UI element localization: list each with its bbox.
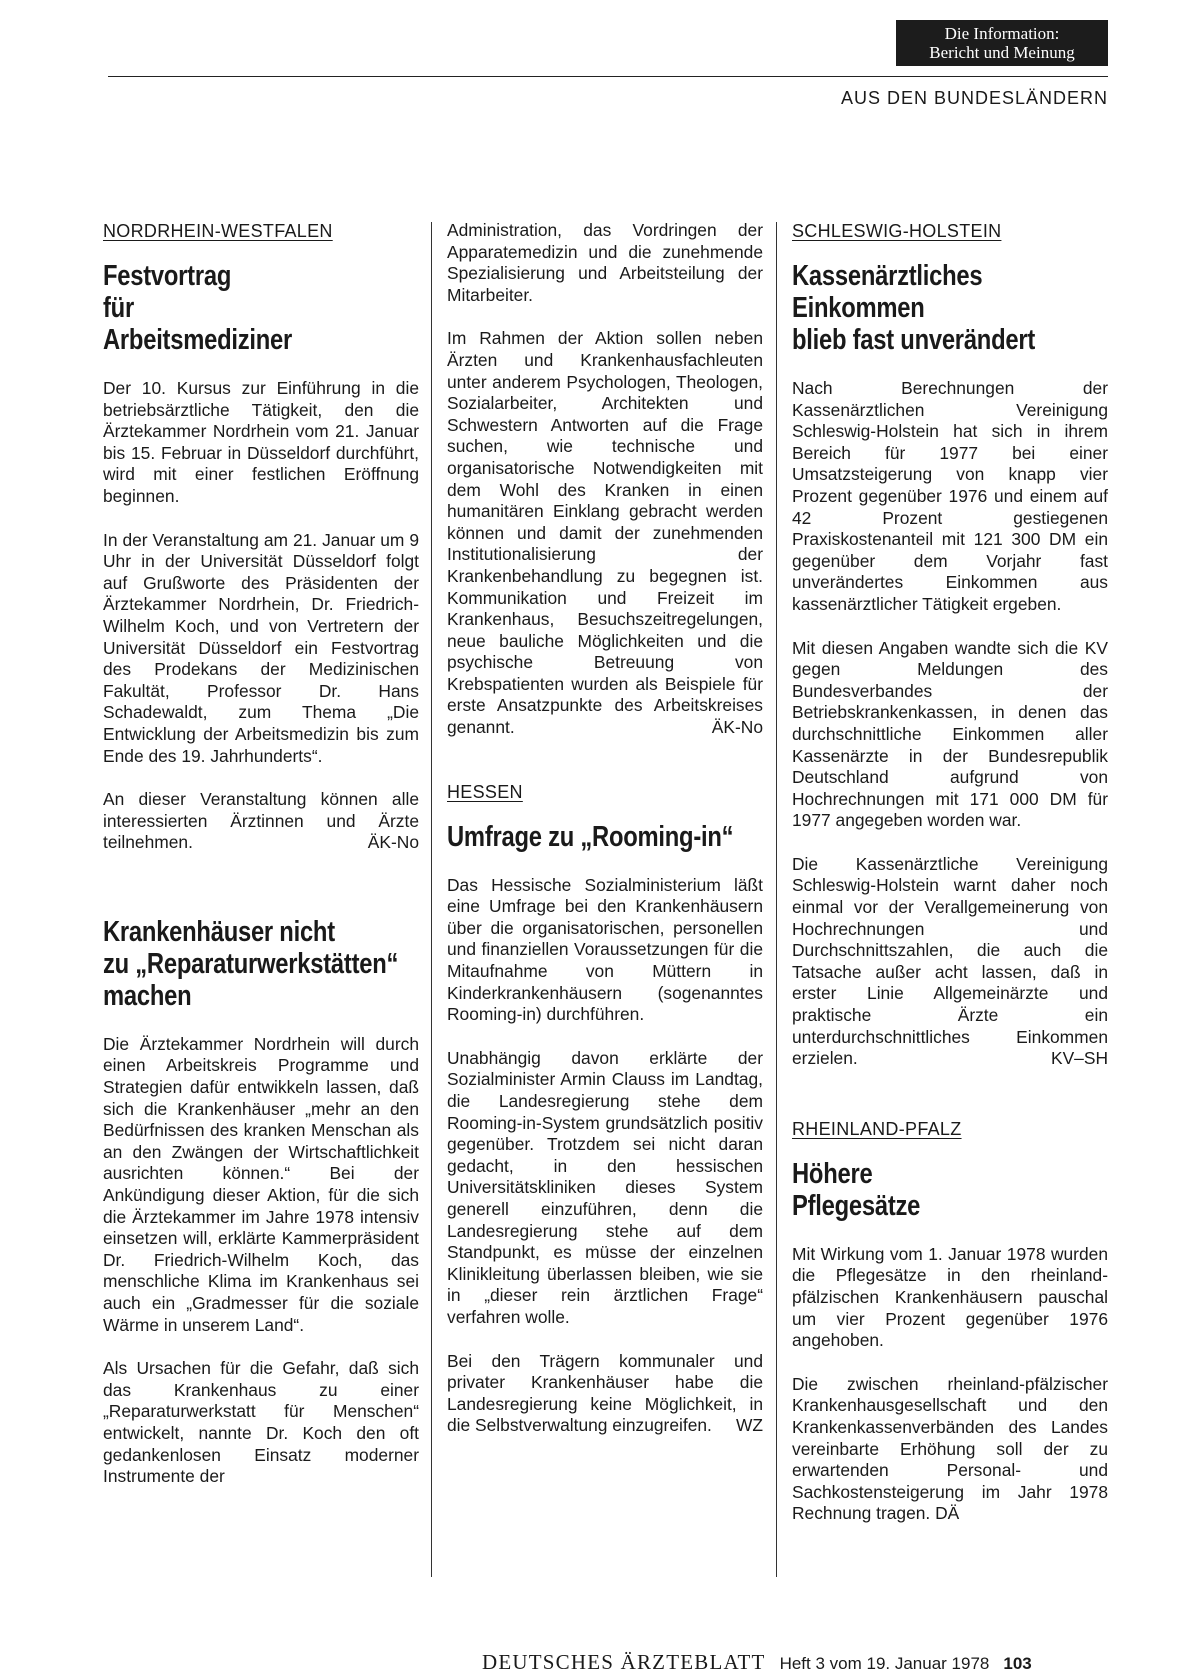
article-paragraph xyxy=(103,789,419,854)
article-nrw-festvortrag xyxy=(103,220,419,854)
article-paragraph xyxy=(792,854,1108,1070)
section-title: AUS DEN BUNDESLÄNDERN xyxy=(840,88,1108,108)
article-headline xyxy=(792,1158,1108,1222)
headline-line: zu „Reparaturwerkstätten“ xyxy=(103,947,399,980)
region-kicker: NORDRHEIN-WESTFALEN xyxy=(103,221,333,241)
headline-line: Kassenärztliches xyxy=(792,260,983,292)
article-paragraph: Nach Berechnungen der Kassenärztlichen Vereinigung Schleswig-Holstein hat sich in ihrem Bereich für 1977 bei einer Umsatzsteigerung von knapp vier Prozent gegenüber 1976 und einem auf 42 Prozent gestiegenen Praxiskostenanteil mit 121 300 DM ein gegenüber dem Vorjahr fast unverändertes Einkommen aus kassenärztlicher Tätigkeit ergeben. xyxy=(792,378,1108,614)
headline-line: Krankenhäuser nicht xyxy=(103,915,335,948)
headline-line: machen xyxy=(103,979,192,1012)
article-headline xyxy=(792,260,1108,356)
article-paragraph: Mit diesen Angaben wandte sich die KV gegen Meldungen des Bundesverbandes der Betriebskrankenkassen, in denen das durchschnittliche Einkommen aller Kassenärzte in der Bundesrepublik Deutschland aufgrund von Hochrechnungen mit 171 000 DM für 1977 angegeben worden war. xyxy=(792,637,1108,831)
article-krankenhaeuser xyxy=(103,916,419,1488)
headline-line: Umfrage zu „Rooming-in“ xyxy=(447,820,734,853)
article-paragraph: In der Veranstaltung am 21. Januar um 9 Uhr in der Universität Düsseldorf folgt auf Grußworte des Präsidenten der Ärztekammer Nordrhein, Dr. Friedrich-Wilhelm Koch, und von Vertretern der Universität Düsseldorf ein Festvortrag des Prodekans der Medizinischen Fakultät, Professor Dr. Hans Schadewaldt, zum Thema „Die Entwicklung der Arbeitsmedizin bis zum Ende des 19. Jahrhunderts“. xyxy=(103,529,419,766)
author-signature: KV–SH xyxy=(1050,1048,1108,1069)
region-kicker: RHEINLAND-PFALZ xyxy=(792,1118,962,1139)
article-krankenhaeuser-continued xyxy=(447,220,763,739)
headline-line: Einkommen xyxy=(792,292,925,324)
headline-line: Höhere xyxy=(792,1157,873,1190)
paragraph-text: An dieser Veranstaltung können alle interessierten Ärztinnen und Ärzte teilnehmen. xyxy=(103,789,419,853)
column-divider-1 xyxy=(431,222,432,1577)
article-paragraph: Als Ursachen für die Gefahr, daß sich das Krankenhaus zu einer „Reparaturwerkstatt für Menschen“ entwickelt, nannte Dr. Koch den oft gedankenlosen Einsatz moderner Instrumente der xyxy=(103,1358,419,1487)
headline-line: Pflegesätze xyxy=(792,1189,921,1222)
paragraph-text: Die zwischen rheinland-pfälzischer Krankenhausgesellschaft und den Krankenkassenverbänden des Landes vereinbarte Erhöhung soll der zu erwartenden Personal- und Sachkostensteigerung im Jahr 1978 Rechnung tragen. xyxy=(792,1373,1108,1524)
author-signature: ÄK-No xyxy=(711,717,763,738)
issue-info: Heft 3 vom 19. Januar 1978 xyxy=(779,1654,990,1673)
article-paragraph: Unabhängig davon erklärte der Sozialminister Armin Clauss im Landtag, die Landesregierung stehe dem Rooming-in-System grundsätzlich positiv gegenüber. Trotzdem sei nicht daran gedacht, in den hessischen Universitätskliniken dieses System generell einzuführen, denn die Landesregierung stehe auf dem Standpunkt, es müsse der einzelnen Klinikleitung überlassen bleiben, wie sie in „dieser rein ärztlichen Frage“ verfahren wolle. xyxy=(447,1047,763,1327)
article-sh-einkommen xyxy=(792,220,1108,1070)
article-paragraph: Administration, das Vordringen der Apparatemedizin und die zunehmende Spezialisierung und Arbeitsteilung der Mitarbeiter. xyxy=(447,220,763,305)
header-rule xyxy=(108,76,1108,77)
paragraph-text: Im Rahmen der Aktion sollen neben Ärzten und Krankenhausfachleuten unter anderem Psychologen, Theologen, Sozialarbeiter, Architekten und Schwestern Antworten auf die Frage suchen, wie technische und organisatorische Notwendigkeiten mit dem Wohl des Kranken in einen humanitären Einklang gebracht werden können und damit der zunehmenden Institutionalisierung der Krankenbehandlung zu begegnen ist. Kommunikation und Freizeit im Krankenhaus, Besuchszeitregelungen, neue bauliche Möglichkeiten und die psychische Betreuung von Krebspatienten wurden als Beispiele für erste Ansatzpunkte des Arbeitskreises genannt. xyxy=(447,328,763,738)
article-paragraph xyxy=(447,1351,763,1437)
article-paragraph: Mit Wirkung vom 1. Januar 1978 wurden die Pflegesätze in den rheinland-pfälzischen Krankenhäusern pauschal um vier Prozent gegenüber 1976 angehoben. xyxy=(792,1243,1108,1351)
headline-line: für xyxy=(103,292,134,324)
page-number: 103 xyxy=(1003,1654,1032,1673)
region-kicker: HESSEN xyxy=(447,781,523,802)
author-signature: DÄ xyxy=(935,1503,960,1524)
headline-line: Festvortrag xyxy=(103,260,232,292)
headline-line: blieb fast unverändert xyxy=(792,324,1036,356)
journal-name: DEUTSCHES ÄRZTEBLATT xyxy=(482,1650,766,1674)
column-1 xyxy=(103,220,419,1580)
page-footer xyxy=(482,1650,1108,1675)
article-paragraph xyxy=(447,328,763,738)
article-hessen-rooming-in xyxy=(447,781,763,1437)
paragraph-text: Die Kassenärztliche Vereinigung Schleswig-Holstein warnt daher noch einmal vor der Verallgemeinerung von Hochrechnungen und Durchschnittszahlen, die auch die Tatsache außer acht lassen, daß in erster Linie Allgemeinärzte und praktische Ärzte ein unterdurchschnittliches Einkommen erzielen. xyxy=(792,853,1108,1069)
paragraph-text: Bei den Trägern kommunaler und privater Krankenhäuser habe die Landesregierung keine Möglichkeit, in die Selbstverwaltung einzugreifen. xyxy=(447,1350,763,1436)
column-3 xyxy=(792,220,1108,1580)
column-divider-2 xyxy=(776,222,777,1577)
article-paragraph: Das Hessische Sozialministerium läßt eine Umfrage bei den Krankenhäusern über die organisatorischen, personellen und finanziellen Voraussetzungen für die Mitaufnahme von Müttern in Kinderkrankenhäusern (sogenanntes Rooming-in) durchführen. xyxy=(447,874,763,1025)
article-headline xyxy=(103,916,419,1012)
article-rlp-pflegesaetze xyxy=(792,1118,1108,1525)
region-kicker: SCHLESWIG-HOLSTEIN xyxy=(792,221,1002,241)
article-headline xyxy=(447,821,763,853)
section-badge xyxy=(896,20,1108,66)
headline-line: Arbeitsmediziner xyxy=(103,324,293,356)
article-headline xyxy=(103,260,419,356)
column-2 xyxy=(447,220,763,1580)
article-paragraph: Die Ärztekammer Nordrhein will durch einen Arbeitskreis Programme und Strategien dafür entwikkeln lassen, daß sich die Krankenhäuser „mehr an den Bedürfnissen des kranken Menschan als an den Zwängen der Wirtschaftlichkeit ausrichten können.“ Bei der Ankündigung dieser Aktion, für die sich die Ärztekammer im Jahre 1978 intensiv einsetzen will, erklärte Kammerpräsident Dr. Friedrich-Wilhelm Koch, das menschliche Klima im Krankenhaus sei auch ein „Gradmesser für die soziale Wärme in unserem Land“. xyxy=(103,1033,419,1335)
badge-line-2: Bericht und Meinung xyxy=(929,43,1075,62)
article-paragraph: Der 10. Kursus zur Einführung in die betriebsärztliche Tätigkeit, den die Ärztekammer Nordrhein vom 21. Januar bis 15. Februar in Düsseldorf durchführt, wird mit einer festlichen Eröffnung beginnen. xyxy=(103,378,419,506)
author-signature: ÄK-No xyxy=(367,832,419,853)
author-signature: WZ xyxy=(735,1415,763,1436)
badge-line-1: Die Information: xyxy=(944,24,1060,43)
article-paragraph xyxy=(792,1374,1108,1525)
